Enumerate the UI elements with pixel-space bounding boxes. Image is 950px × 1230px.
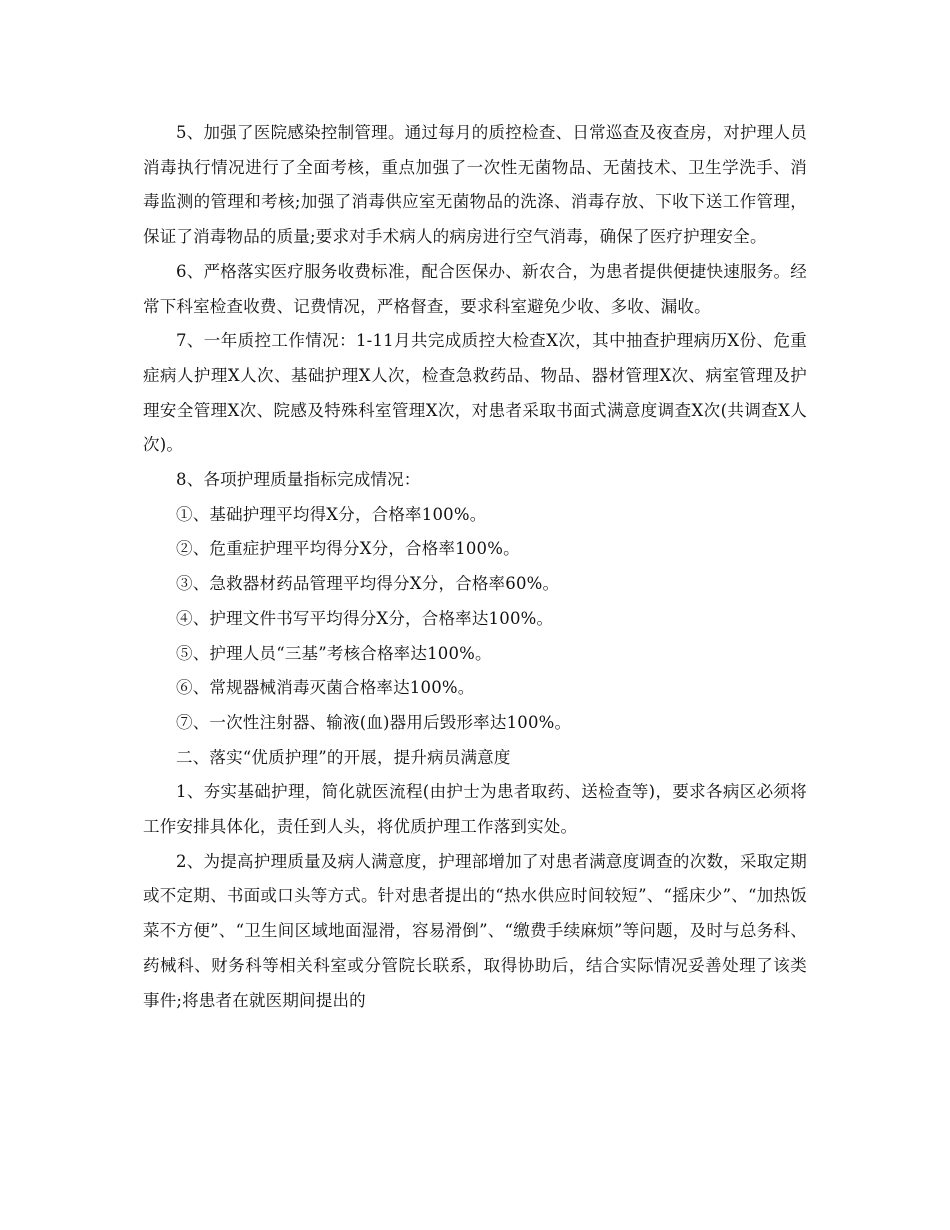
list-item: ⑤、护理人员“三基”考核合格率达100%。 (176, 643, 492, 663)
list-item: ④、护理文件书写平均得分X分，合格率达100%。 (176, 608, 554, 628)
paragraph-infection-control: 5、加强了医院感染控制管理。通过每月的质控检查、日常巡查及夜查房，对护理人员消毒执行情况进行了全面考核，重点加强了一次性无菌物品、无菌技术、卫生学洗手、消毒监测的管理和考核;加强了消毒供应室无菌物品的洗涤、消毒存放、下收下送工作管理，保证了消毒物品的质量;要求对手术病人的病房进行空气消毒，确保了医疗护理安全。 (143, 123, 807, 247)
paragraph-fee-standards: 6、严格落实医疗服务收费标准，配合医保办、新农合，为患者提供便捷快速服务。经常下科室检查收费、记费情况，严格督查，要求科室避免少收、多收、漏收。 (143, 261, 807, 316)
list-item: ②、危重症护理平均得分X分，合格率100%。 (176, 539, 520, 559)
section-heading: 二、落实“优质护理”的开展，提升病员满意度 (176, 747, 511, 767)
list-item: ③、急救器材药品管理平均得分X分，合格率60%。 (176, 574, 560, 594)
paragraph-basic-nursing: 1、夯实基础护理，简化就医流程(由护士为患者取药、送检查等)，要求各病区必须将工作安排具体化，责任到人头，将优质护理工作落到实处。 (143, 782, 807, 837)
paragraph-quality-indicators-heading: 8、各项护理质量指标完成情况： (176, 470, 421, 490)
list-item: ⑥、常规器械消毒灭菌合格率达100%。 (176, 678, 475, 698)
paragraph-quality-control-summary: 7、一年质控工作情况：1-11月共完成质控大检查X次，其中抽查护理病历X份、危重症病人护理X人次、基础护理X人次，检查急救药品、物品、器材管理X次、病室管理及护理安全管理X次、院感及特殊科室管理X次，对患者采取书面式满意度调查X次(共调查X人次)。 (143, 331, 807, 455)
list-item: ①、基础护理平均得X分，合格率100%。 (176, 504, 487, 524)
list-item: ⑦、一次性注射器、输液(血)器用后毁形率达100%。 (176, 712, 572, 732)
paragraph-satisfaction-survey: 2、为提高护理质量及病人满意度，护理部增加了对患者满意度调查的次数，采取定期或不定期、书面或口头等方式。针对患者提出的“热水供应时间较短”、“摇床少”、“加热饭菜不方便”、“卫生间区域地面湿滑，容易滑倒”、“缴费手续麻烦”等问题，及时与总务科、药械科、财务科等相关科室或分管院长联系，取得协助后，结合实际情况妥善处理了该类事件;将患者在就医期间提出的 (143, 851, 807, 1010)
document-body (143, 116, 807, 1018)
